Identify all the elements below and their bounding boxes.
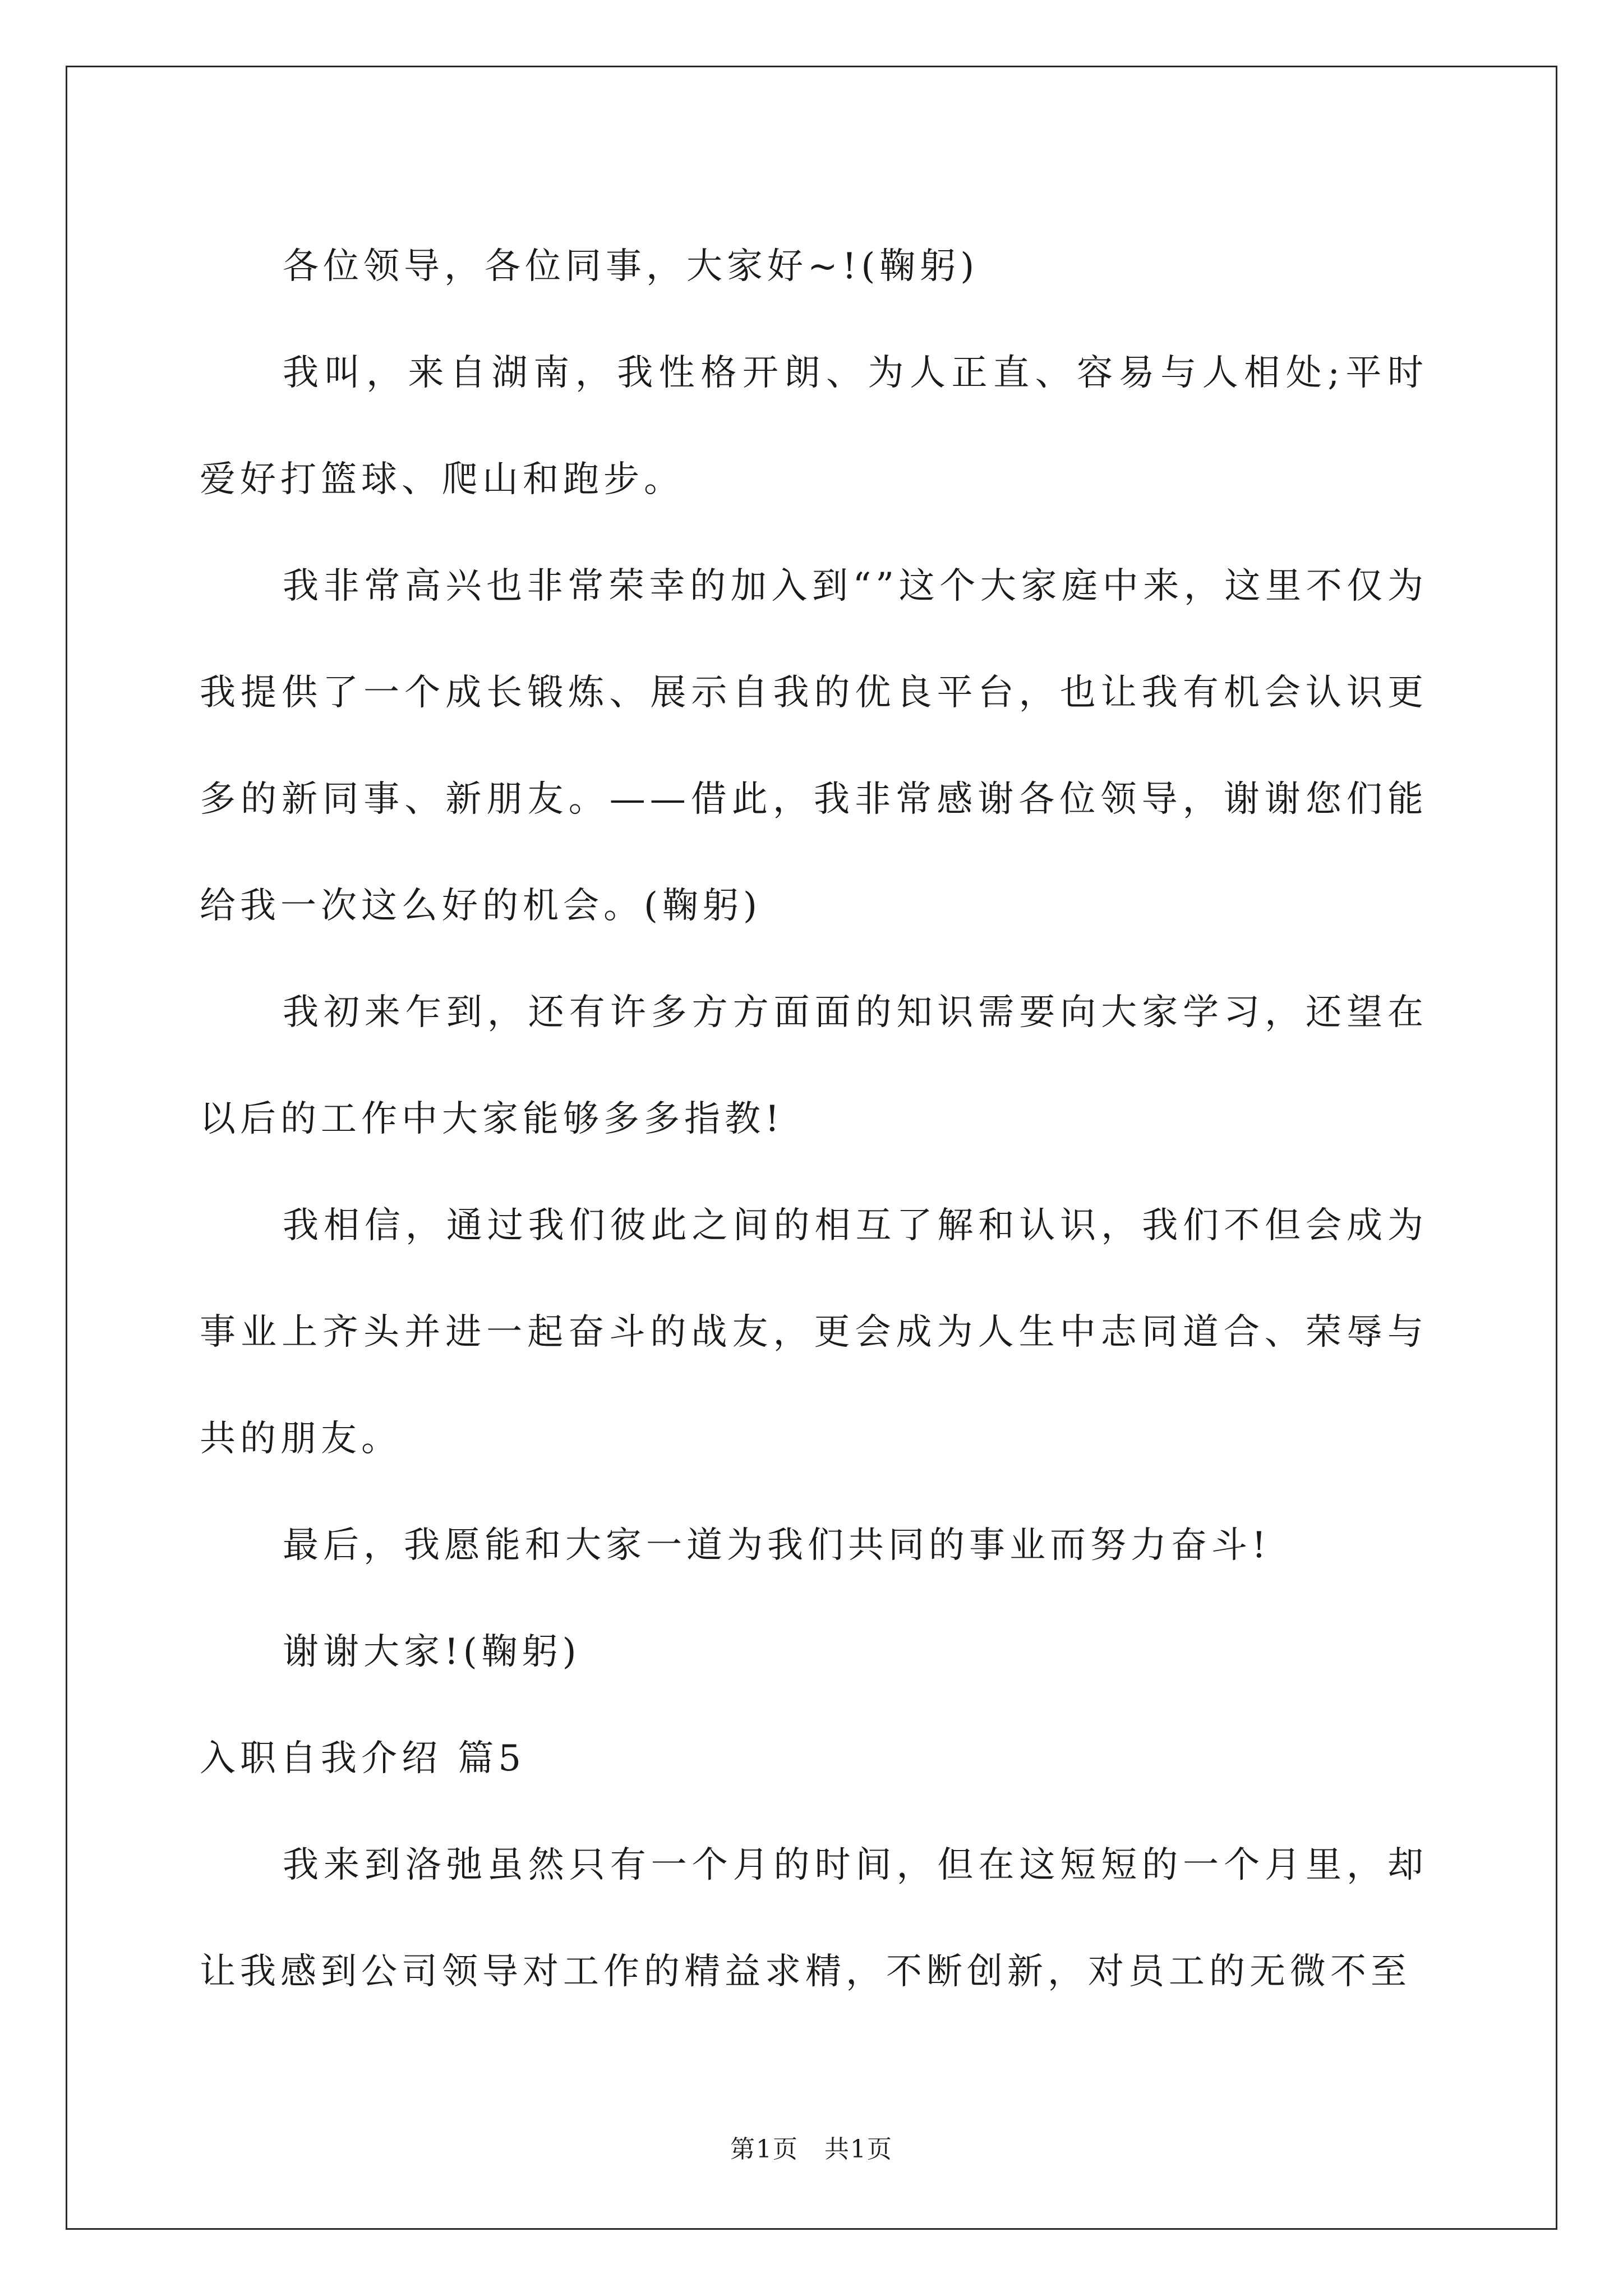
paragraph-joining: 我非常高兴也非常荣幸的加入到“”这个大家庭中来，这里不仅为我提供了一个成长锻炼、展示自我的优良平台，也让我有机会认识更多的新同事、新朋友。——借此，我非常感谢各位领导，谢谢您们能给我一次这么好的机会。(鞠躬) <box>200 565 1428 927</box>
paragraph-belief: 我相信，通过我们彼此之间的相互了解和认识，我们不但会成为事业上齐头并进一起奋斗的战友，更会成为人生中志同道合、荣辱与共的朋友。 <box>200 1205 1428 1460</box>
paragraph-thanks: 谢谢大家!(鞠躬) <box>283 1631 581 1673</box>
paragraph-self-intro: 我叫，来自湖南，我性格开朗、为人正直、容易与人相处;平时爱好打篮球、爬山和跑步。 <box>200 352 1428 500</box>
document-body <box>200 213 1428 2025</box>
paragraph-section-5: 我来到洛弛虽然只有一个月的时间，但在这短短的一个月里，却让我感到公司领导对工作的精益求精，不断创新，对员工的无微不至 <box>200 1844 1428 1993</box>
paragraph-greeting: 各位领导，各位同事，大家好~!(鞠躬) <box>283 246 979 287</box>
paragraph-learning: 我初来乍到，还有许多方方面面的知识需要向大家学习，还望在以后的工作中大家能够多多指教! <box>200 992 1428 1140</box>
page-footer <box>0 2129 1623 2165</box>
paragraph-closing: 最后，我愿能和大家一道为我们共同的事业而努力奋斗! <box>283 1525 1271 1566</box>
page-number-label: 第1页 共1页 <box>730 2135 893 2164</box>
section-heading: 入职自我介绍 篇5 <box>200 1738 526 1779</box>
